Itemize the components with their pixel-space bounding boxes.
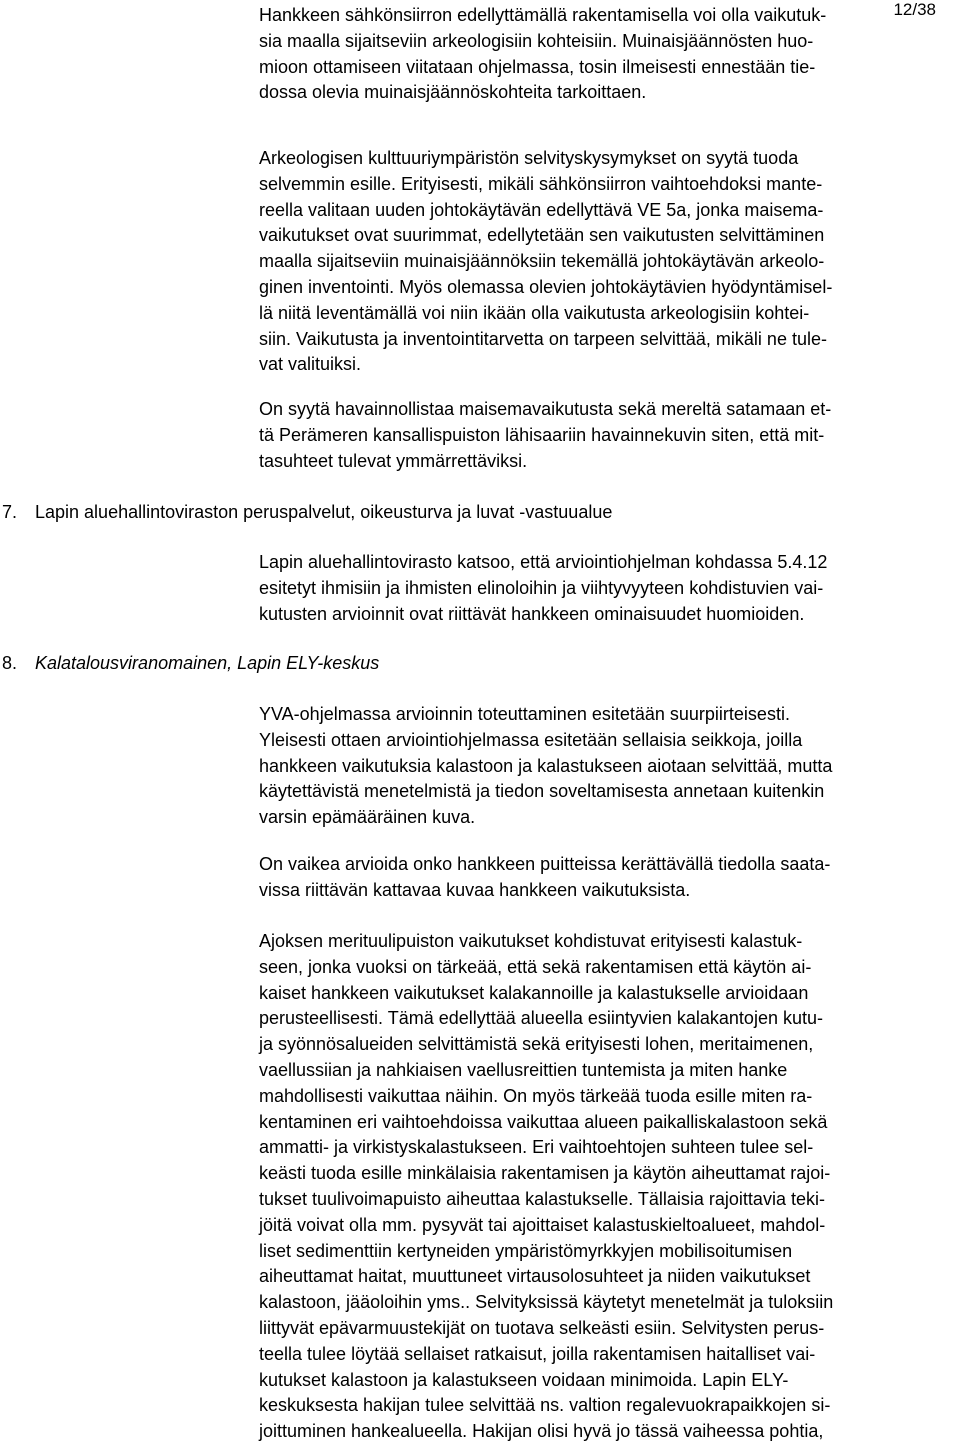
text-line: ginen inventointi. Myös olemassa olevien johtokäytävien hyödyntämisel- — [259, 276, 833, 297]
text-line: kentaminen eri vaihtoehdoissa vaikuttaa alueen paikalliskalastoon sekä — [259, 1111, 828, 1132]
text-line: siin. Vaikutusta ja inventointitarvetta on tarpeen selvittää, mikäli ne tule- — [259, 328, 827, 349]
text-line: kalastoon, jääoloihin yms.. Selvityksissä käytetyt menetelmät ja tuloksiin — [259, 1292, 834, 1313]
page-number: 12/38 — [893, 0, 936, 19]
text-line: joittuminen hankealueella. Hakijan olisi hyvä jo tässä vaiheessa pohtia, — [259, 1421, 824, 1442]
text-line: mioon ottamiseen viitataan ohjelmassa, tosin ilmeisesti ennestään tie- — [259, 56, 816, 77]
text-line: liittyvät epävarmuustekijät on tuotava selkeästi esiin. Selvitysten perus- — [259, 1317, 825, 1338]
paragraph-archaeology-intro — [259, 3, 959, 106]
text-line: vaikutukset ovat suurimmat, edellytetään sen vaikutusten selvittäminen — [259, 225, 825, 246]
text-line: mahdollisesti vaikuttaa näihin. On myös tärkeää tuoda esille miten ra- — [259, 1085, 813, 1106]
text-line: vat valituiksi. — [259, 354, 362, 375]
text-line: keskuksesta hakijan tulee selvittää ns. valtion regalevuokrapaikkojen si- — [259, 1395, 831, 1416]
text-line: tasuhteet tulevat ymmärrettäviksi. — [259, 450, 528, 471]
text-line: maalla sijaitseviin muinaisjäännöksiin tekemällä johtokäytävän arkeolo- — [259, 251, 825, 272]
text-line: On syytä havainnollistaa maisemavaikutusta sekä mereltä satamaan et- — [259, 399, 832, 419]
text-line: kutusten arvioinnit ovat riittävät hankkeen ominaisuudet huomioiden. — [259, 603, 805, 624]
text-line: liset sedimenttiin kertyneiden ympäristömyrkkyjen mobilisoitumisen — [259, 1240, 793, 1261]
text-line: Yleisesti ottaen arviointiohjelmassa esitetään sellaisia seikkoja, joilla — [259, 729, 803, 750]
text-line: kaiset hankkeen vaikutukset kalakannoille ja kalastukselle arvioidaan — [259, 982, 809, 1003]
text-line: esitetyt ihmisiin ja ihmisten elinoloihin ja viihtyvyyteen kohdistuvien vai- — [259, 577, 824, 598]
text-line: lä niitä leventämällä voi niin ikään olla vaikutusta arkeologisiin kohtei- — [259, 302, 810, 323]
text-line: vissa riittävän kattavaa kuvaa hankkeen vaikutuksista. — [259, 879, 691, 900]
text-line: YVA-ohjelmassa arvioinnin toteuttaminen esitetään suurpiirteisesti. — [259, 704, 790, 724]
text-line: ja syönnösalueiden selvittämistä sekä erityisesti lohen, meritaimenen, — [259, 1034, 814, 1055]
text-line: tä Perämeren kansallispuiston lähisaariin havainnekuvin siten, että mit- — [259, 424, 825, 445]
text-line: vaellussiian ja nahkiaisen vaellusreittien tuntemista ja miten hanke — [259, 1059, 788, 1080]
paragraph-archaeology-survey — [259, 146, 959, 378]
text-line: ammatti- ja virkistyskalastukseen. Eri vaihtoehtojen suhteen tulee sel- — [259, 1137, 814, 1158]
paragraph-avi-statement — [259, 550, 959, 627]
text-line: seen, jonka vuoksi on tärkeää, että sekä rakentamisen että käytön ai- — [259, 956, 812, 977]
text-line: reella valitaan uuden johtokäytävän edellyttävä VE 5a, jonka maisema- — [259, 199, 824, 220]
paragraph-landscape-visualization — [259, 397, 959, 474]
paragraph-fisheries-overview — [259, 702, 959, 831]
section-number: 8. — [2, 653, 18, 673]
section-heading-8 — [2, 650, 379, 676]
text-line: aiheuttamat haitat, muuttuneet virtausolosuhteet ja niiden vaikutukset — [259, 1266, 811, 1287]
text-line: Lapin aluehallintovirasto katsoo, että arviointiohjelman kohdassa 5.4.12 — [259, 552, 828, 572]
text-line: dossa olevia muinaisjäännöskohteita tarkoittaen. — [259, 82, 647, 103]
text-line: perusteellisesti. Tämä edellyttää alueella esiintyvien kalakantojen kutu- — [259, 1008, 823, 1029]
text-line: käytettävistä menetelmistä ja tiedon soveltamisesta annetaan kuitenkin — [259, 781, 825, 802]
section-title: Lapin aluehallintoviraston peruspalvelut, oikeusturva ja luvat -vastuualue — [35, 502, 613, 522]
text-line: tukset tuulivoimapuisto aiheuttaa kalastukselle. Tällaisia rajoittavia teki- — [259, 1188, 825, 1209]
text-line: Arkeologisen kulttuuriympäristön selvityskysymykset on syytä tuoda — [259, 148, 799, 168]
paragraph-data-sufficiency — [259, 852, 959, 904]
text-line: varsin epämääräinen kuva. — [259, 807, 476, 828]
text-line: On vaikea arvioida onko hankkeen puitteissa kerättävällä tiedolla saata- — [259, 854, 831, 874]
section-number: 7. — [2, 502, 18, 522]
text-line: Hankkeen sähkönsiirron edellyttämällä rakentamisella voi olla vaikutuk- — [259, 5, 827, 25]
text-line: jöitä voivat olla mm. pysyvät tai ajoittaiset kalastuskieltoalueet, mahdol- — [259, 1214, 826, 1235]
text-line: keästi tuoda esille minkälaisia rakentamisen ja käytön aiheuttamat rajoi- — [259, 1163, 831, 1184]
text-line: teella tulee löytää sellaiset ratkaisut, joilla rakentamisen haitalliset vai- — [259, 1343, 816, 1364]
text-line: sia maalla sijaitseviin arkeologisiin kohteisiin. Muinaisjäännösten huo- — [259, 30, 814, 51]
text-line: Ajoksen merituulipuiston vaikutukset kohdistuvat erityisesti kalastuk- — [259, 931, 803, 951]
text-line: selvemmin esille. Erityisesti, mikäli sähkönsiirron vaihtoehdoksi mante- — [259, 173, 823, 194]
text-line: hankkeen vaikutuksia kalastoon ja kalastukseen aiotaan selvittää, mutta — [259, 755, 833, 776]
section-title: Kalatalousviranomainen, Lapin ELY-keskus — [35, 653, 380, 673]
paragraph-fishing-impacts — [259, 929, 959, 1445]
section-heading-7 — [2, 499, 612, 525]
text-line: kutukset kalastoon ja kalastukseen voidaan minimoida. Lapin ELY- — [259, 1369, 789, 1390]
